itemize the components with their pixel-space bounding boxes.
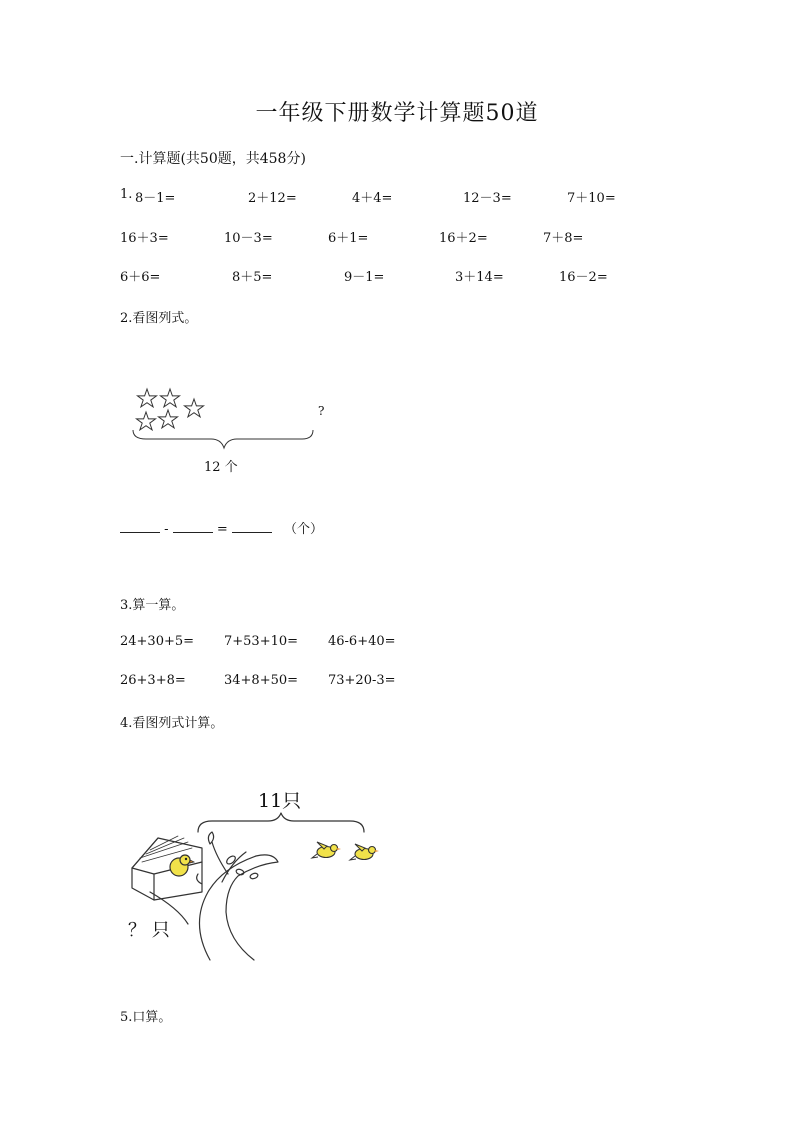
q3-item: 7+53+10= (224, 634, 299, 649)
question-mark: ? (318, 404, 325, 418)
page-title: 一年级下册数学计算题50道 (255, 101, 539, 126)
minus-sign: - (164, 522, 169, 537)
birds-unknown-label: ？ 只 (128, 920, 170, 941)
total-label: 12 个 (204, 460, 238, 475)
q1-item: 6＋6= (120, 270, 161, 285)
q5-label: 5.口算。 (120, 1010, 172, 1025)
star-icon (185, 399, 204, 417)
q1-item: 2＋12= (248, 191, 297, 206)
q1-item: 9－1= (344, 270, 385, 285)
q1-item: 16＋2= (439, 231, 488, 246)
answer-blank[interactable] (232, 520, 272, 533)
star-icon (137, 412, 156, 430)
star-icon (138, 389, 157, 407)
flying-bird-icon (312, 842, 341, 858)
flying-bird-icon (350, 844, 379, 860)
q1-item: 10－3= (224, 231, 273, 246)
q1-item: 3＋14= (455, 270, 504, 285)
q1-item: 12－3= (463, 191, 512, 206)
brace-icon (198, 813, 364, 832)
q4-label: 4.看图列式计算。 (120, 716, 224, 731)
q1-item: 7＋8= (543, 231, 584, 246)
answer-blank[interactable] (173, 520, 213, 533)
q1-item: 7＋10= (567, 191, 616, 206)
q2-equation (120, 518, 323, 537)
answer-blank[interactable] (120, 520, 160, 533)
q2-label: 2.看图列式。 (120, 311, 198, 326)
q1-number: 1. (120, 187, 133, 202)
q1-item: 6＋1= (328, 231, 369, 246)
star-icon (159, 410, 178, 428)
equals-sign: = (216, 522, 228, 537)
q3-label: 3.算一算。 (120, 598, 185, 613)
q1-item: 16－2= (559, 270, 608, 285)
brace-icon (133, 430, 313, 448)
unit-label: （个） (284, 522, 324, 537)
star-icon (161, 389, 180, 407)
q3-item: 26+3+8= (120, 673, 186, 688)
tree-icon (199, 855, 278, 960)
section-heading: 一.计算题(共50题，共458分) (120, 151, 306, 167)
birdhouse-icon (132, 838, 202, 900)
q3-item: 34+8+50= (224, 673, 299, 688)
q3-item: 24+30+5= (120, 634, 195, 649)
q1-item: 4＋4= (352, 191, 393, 206)
q1-item: 16＋3= (120, 231, 169, 246)
q1-item: 8－1= (135, 191, 176, 206)
q1-item: 8＋5= (232, 270, 273, 285)
q3-item: 46-6+40= (328, 634, 396, 649)
q3-item: 73+20-3= (328, 673, 396, 688)
birds-total-label: 11只 (258, 790, 302, 812)
